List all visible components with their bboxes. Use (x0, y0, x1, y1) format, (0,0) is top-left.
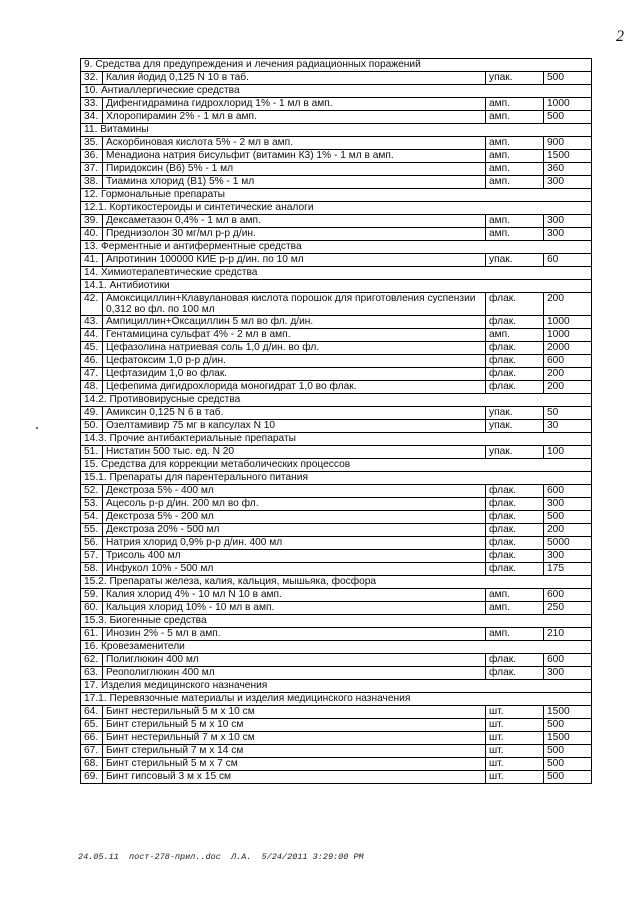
item-number: 43. (81, 316, 103, 329)
item-name: Калия хлорид 4% - 10 мл N 10 в амп. (103, 589, 486, 602)
item-number: 32. (81, 72, 103, 85)
item-name: Декстроза 20% - 500 мл (103, 524, 486, 537)
section-row (81, 202, 592, 215)
item-quantity: 1500 (543, 706, 591, 719)
item-number: 65. (81, 719, 103, 732)
item-quantity: 250 (543, 602, 591, 615)
item-name: Апротинин 100000 КИЕ р-р д/ин. по 10 мл (103, 254, 486, 267)
table-row (81, 407, 592, 420)
item-quantity: 600 (543, 654, 591, 667)
item-quantity: 1000 (543, 98, 591, 111)
section-row (81, 693, 592, 706)
section-row (81, 189, 592, 202)
item-number: 47. (81, 368, 103, 381)
table-row (81, 563, 592, 576)
item-number: 68. (81, 758, 103, 771)
section-row (81, 615, 592, 628)
table-row (81, 420, 592, 433)
item-quantity: 500 (543, 719, 591, 732)
item-number: 34. (81, 111, 103, 124)
item-unit: флак. (485, 667, 543, 680)
table-row (81, 150, 592, 163)
item-unit: флак. (485, 524, 543, 537)
item-name: Пиридоксин (В6) 5% - 1 мл (103, 163, 486, 176)
table-row (81, 215, 592, 228)
table-row (81, 654, 592, 667)
item-unit: амп. (485, 602, 543, 615)
section-title: 12.1. Кортикостероиды и синтетические аналоги (81, 202, 592, 215)
table-row (81, 745, 592, 758)
section-title: 9. Средства для предупреждения и лечения радиационных поражений (81, 59, 592, 72)
table-row (81, 176, 592, 189)
item-name: Инозин 2% - 5 мл в амп. (103, 628, 486, 641)
table-row (81, 550, 592, 563)
item-name: Тиамина хлорид (В1) 5% - 1 мл (103, 176, 486, 189)
item-unit: упак. (485, 420, 543, 433)
item-unit: флак. (485, 511, 543, 524)
item-quantity: 360 (543, 163, 591, 176)
item-name: Трисоль 400 мл (103, 550, 486, 563)
item-quantity: 300 (543, 228, 591, 241)
item-quantity: 500 (543, 758, 591, 771)
section-title: 17.1. Перевязочные материалы и изделия медицинского назначения (81, 693, 592, 706)
item-quantity: 500 (543, 111, 591, 124)
item-number: 45. (81, 342, 103, 355)
item-name: Цефепима дигидрохлорида моногидрат 1,0 во флак. (103, 381, 486, 394)
table-row (81, 355, 592, 368)
table-row (81, 329, 592, 342)
item-unit: флак. (485, 550, 543, 563)
item-unit: амп. (485, 163, 543, 176)
section-title: 15.1. Препараты для парентерального питания (81, 472, 592, 485)
item-number: 63. (81, 667, 103, 680)
item-number: 53. (81, 498, 103, 511)
item-quantity: 60 (543, 254, 591, 267)
table-row (81, 316, 592, 329)
item-name: Цефтазидим 1,0 во флак. (103, 368, 486, 381)
item-number: 64. (81, 706, 103, 719)
table-row (81, 137, 592, 150)
item-unit: флак. (485, 485, 543, 498)
item-quantity: 2000 (543, 342, 591, 355)
item-name: Цефазолина натриевая соль 1,0 д/ин. во фл. (103, 342, 486, 355)
item-quantity: 200 (543, 293, 591, 316)
item-quantity: 500 (543, 511, 591, 524)
table-row (81, 511, 592, 524)
table-row (81, 228, 592, 241)
item-number: 46. (81, 355, 103, 368)
item-number: 59. (81, 589, 103, 602)
scan-speck (36, 427, 38, 429)
item-quantity: 600 (543, 589, 591, 602)
table-row (81, 485, 592, 498)
table-row (81, 602, 592, 615)
item-number: 55. (81, 524, 103, 537)
section-title: 12. Гормональные препараты (81, 189, 592, 202)
section-row (81, 280, 592, 293)
item-name: Бинт стерильный 5 м х 7 см (103, 758, 486, 771)
item-unit: флак. (485, 498, 543, 511)
section-row (81, 680, 592, 693)
item-quantity: 900 (543, 137, 591, 150)
section-title: 17. Изделия медицинского назначения (81, 680, 592, 693)
item-quantity: 500 (543, 771, 591, 784)
item-unit: амп. (485, 137, 543, 150)
item-name: Натрия хлорид 0,9% р-р д/ин. 400 мл (103, 537, 486, 550)
table-row (81, 98, 592, 111)
section-title: 10. Антиаллергические средства (81, 85, 592, 98)
item-name: Бинт нестерильный 7 м х 10 см (103, 732, 486, 745)
item-unit: флак. (485, 355, 543, 368)
table-row (81, 667, 592, 680)
item-unit: флак. (485, 316, 543, 329)
item-number: 44. (81, 329, 103, 342)
item-name: Бинт стерильный 7 м х 14 см (103, 745, 486, 758)
item-unit: шт. (485, 719, 543, 732)
item-quantity: 300 (543, 498, 591, 511)
item-number: 40. (81, 228, 103, 241)
item-number: 69. (81, 771, 103, 784)
item-quantity: 300 (543, 667, 591, 680)
table-row (81, 589, 592, 602)
item-name: Декстроза 5% - 200 мл (103, 511, 486, 524)
table-row (81, 163, 592, 176)
item-number: 61. (81, 628, 103, 641)
item-quantity: 600 (543, 355, 591, 368)
item-name: Кальция хлорид 10% - 10 мл в амп. (103, 602, 486, 615)
item-number: 67. (81, 745, 103, 758)
table-row (81, 111, 592, 124)
item-number: 48. (81, 381, 103, 394)
item-unit: флак. (485, 293, 543, 316)
item-name: Хлоропирамин 2% - 1 мл в амп. (103, 111, 486, 124)
item-unit: флак. (485, 368, 543, 381)
item-name: Реополиглюкин 400 мл (103, 667, 486, 680)
item-name: Бинт нестерильный 5 м х 10 см (103, 706, 486, 719)
item-name: Бинт гипсовый 3 м х 15 см (103, 771, 486, 784)
table-row (81, 706, 592, 719)
item-quantity: 200 (543, 368, 591, 381)
section-title: 14. Химиотерапевтические средства (81, 267, 592, 280)
table-row (81, 254, 592, 267)
item-unit: упак. (485, 446, 543, 459)
item-name: Дексаметазон 0,4% - 1 мл в амп. (103, 215, 486, 228)
item-number: 42. (81, 293, 103, 316)
item-unit: шт. (485, 745, 543, 758)
item-unit: амп. (485, 329, 543, 342)
item-unit: амп. (485, 111, 543, 124)
item-unit: шт. (485, 758, 543, 771)
item-number: 37. (81, 163, 103, 176)
document-footer: 24.05.11 пост-278-прил..doc Л.А. 5/24/2011 3:29:00 PM (78, 852, 364, 862)
item-number: 36. (81, 150, 103, 163)
item-quantity: 300 (543, 215, 591, 228)
item-name: Озелтамивир 75 мг в капсулах N 10 (103, 420, 486, 433)
item-unit: флак. (485, 342, 543, 355)
section-row (81, 641, 592, 654)
item-quantity: 300 (543, 176, 591, 189)
item-quantity: 200 (543, 381, 591, 394)
item-number: 41. (81, 254, 103, 267)
section-title: 13. Ферментные и антиферментные средства (81, 241, 592, 254)
item-name: Инфукол 10% - 500 мл (103, 563, 486, 576)
table-row (81, 368, 592, 381)
item-unit: амп. (485, 98, 543, 111)
item-quantity: 5000 (543, 537, 591, 550)
item-unit: упак. (485, 254, 543, 267)
item-number: 52. (81, 485, 103, 498)
item-quantity: 1000 (543, 316, 591, 329)
item-name: Гентамицина сульфат 4% - 2 мл в амп. (103, 329, 486, 342)
item-name: Нистатин 500 тыс. ед. N 20 (103, 446, 486, 459)
item-quantity: 500 (543, 745, 591, 758)
item-unit: амп. (485, 228, 543, 241)
item-number: 66. (81, 732, 103, 745)
item-quantity: 600 (543, 485, 591, 498)
section-title: 15.3. Биогенные средства (81, 615, 592, 628)
section-title: 15.2. Препараты железа, калия, кальция, мышьяка, фосфора (81, 576, 592, 589)
table-row (81, 732, 592, 745)
item-name: Амиксин 0,125 N 6 в таб. (103, 407, 486, 420)
item-unit: флак. (485, 537, 543, 550)
section-row (81, 241, 592, 254)
item-number: 51. (81, 446, 103, 459)
section-title: 16. Кровезаменители (81, 641, 592, 654)
item-quantity: 210 (543, 628, 591, 641)
item-number: 50. (81, 420, 103, 433)
item-unit: шт. (485, 732, 543, 745)
item-unit: флак. (485, 563, 543, 576)
item-name: Цефатоксим 1,0 р-р д/ин. (103, 355, 486, 368)
section-row (81, 459, 592, 472)
item-number: 60. (81, 602, 103, 615)
item-name: Дифенгидрамина гидрохлорид 1% - 1 мл в амп. (103, 98, 486, 111)
item-name: Декстроза 5% - 400 мл (103, 485, 486, 498)
section-row (81, 124, 592, 137)
item-number: 54. (81, 511, 103, 524)
item-quantity: 1500 (543, 150, 591, 163)
table-row (81, 719, 592, 732)
item-unit: амп. (485, 589, 543, 602)
section-row (81, 85, 592, 98)
item-unit: упак. (485, 72, 543, 85)
item-name: Менадиона натрия бисульфит (витамин К3) 1% - 1 мл в амп. (103, 150, 486, 163)
table-row (81, 381, 592, 394)
section-row (81, 59, 592, 72)
item-name: Калия йодид 0,125 N 10 в таб. (103, 72, 486, 85)
item-unit: флак. (485, 381, 543, 394)
item-number: 35. (81, 137, 103, 150)
item-unit: шт. (485, 771, 543, 784)
item-unit: амп. (485, 628, 543, 641)
item-name: Ампициллин+Оксациллин 5 мл во фл. д/ин. (103, 316, 486, 329)
section-row (81, 433, 592, 446)
section-row (81, 394, 592, 407)
item-unit: флак. (485, 654, 543, 667)
item-unit: упак. (485, 407, 543, 420)
item-quantity: 200 (543, 524, 591, 537)
item-number: 57. (81, 550, 103, 563)
section-row (81, 267, 592, 280)
page-number: 2 (616, 28, 624, 45)
section-row (81, 472, 592, 485)
table-row (81, 628, 592, 641)
table-row (81, 537, 592, 550)
section-title: 11. Витамины (81, 124, 592, 137)
section-title: 15. Средства для коррекции метаболических процессов (81, 459, 592, 472)
medication-table (80, 58, 592, 784)
item-name: Аскорбиновая кислота 5% - 2 мл в амп. (103, 137, 486, 150)
section-row (81, 576, 592, 589)
item-number: 56. (81, 537, 103, 550)
table-row (81, 524, 592, 537)
table-row (81, 498, 592, 511)
table-row (81, 771, 592, 784)
item-quantity: 100 (543, 446, 591, 459)
item-quantity: 1000 (543, 329, 591, 342)
item-quantity: 500 (543, 72, 591, 85)
section-title: 14.1. Антибиотики (81, 280, 592, 293)
item-quantity: 50 (543, 407, 591, 420)
item-name: Преднизолон 30 мг/мл р-р д/ин. (103, 228, 486, 241)
item-quantity: 175 (543, 563, 591, 576)
item-number: 49. (81, 407, 103, 420)
item-unit: амп. (485, 176, 543, 189)
item-number: 62. (81, 654, 103, 667)
item-name: Полиглюкин 400 мл (103, 654, 486, 667)
table-row (81, 758, 592, 771)
item-name: Амоксициллин+Клавулановая кислота порошок для приготовления суспензии 0,312 во фл. по 100 мл (103, 293, 486, 316)
item-number: 39. (81, 215, 103, 228)
item-number: 38. (81, 176, 103, 189)
table-row (81, 342, 592, 355)
item-unit: амп. (485, 150, 543, 163)
item-quantity: 300 (543, 550, 591, 563)
section-title: 14.2. Противовирусные средства (81, 394, 592, 407)
item-unit: шт. (485, 706, 543, 719)
item-quantity: 1500 (543, 732, 591, 745)
item-quantity: 30 (543, 420, 591, 433)
table-row (81, 293, 592, 316)
table-row (81, 72, 592, 85)
item-number: 33. (81, 98, 103, 111)
item-number: 58. (81, 563, 103, 576)
item-unit: амп. (485, 215, 543, 228)
item-name: Бинт стерильный 5 м х 10 см (103, 719, 486, 732)
item-name: Ацесоль р-р д/ин. 200 мл во фл. (103, 498, 486, 511)
table-row (81, 446, 592, 459)
section-title: 14.3. Прочие антибактериальные препараты (81, 433, 592, 446)
